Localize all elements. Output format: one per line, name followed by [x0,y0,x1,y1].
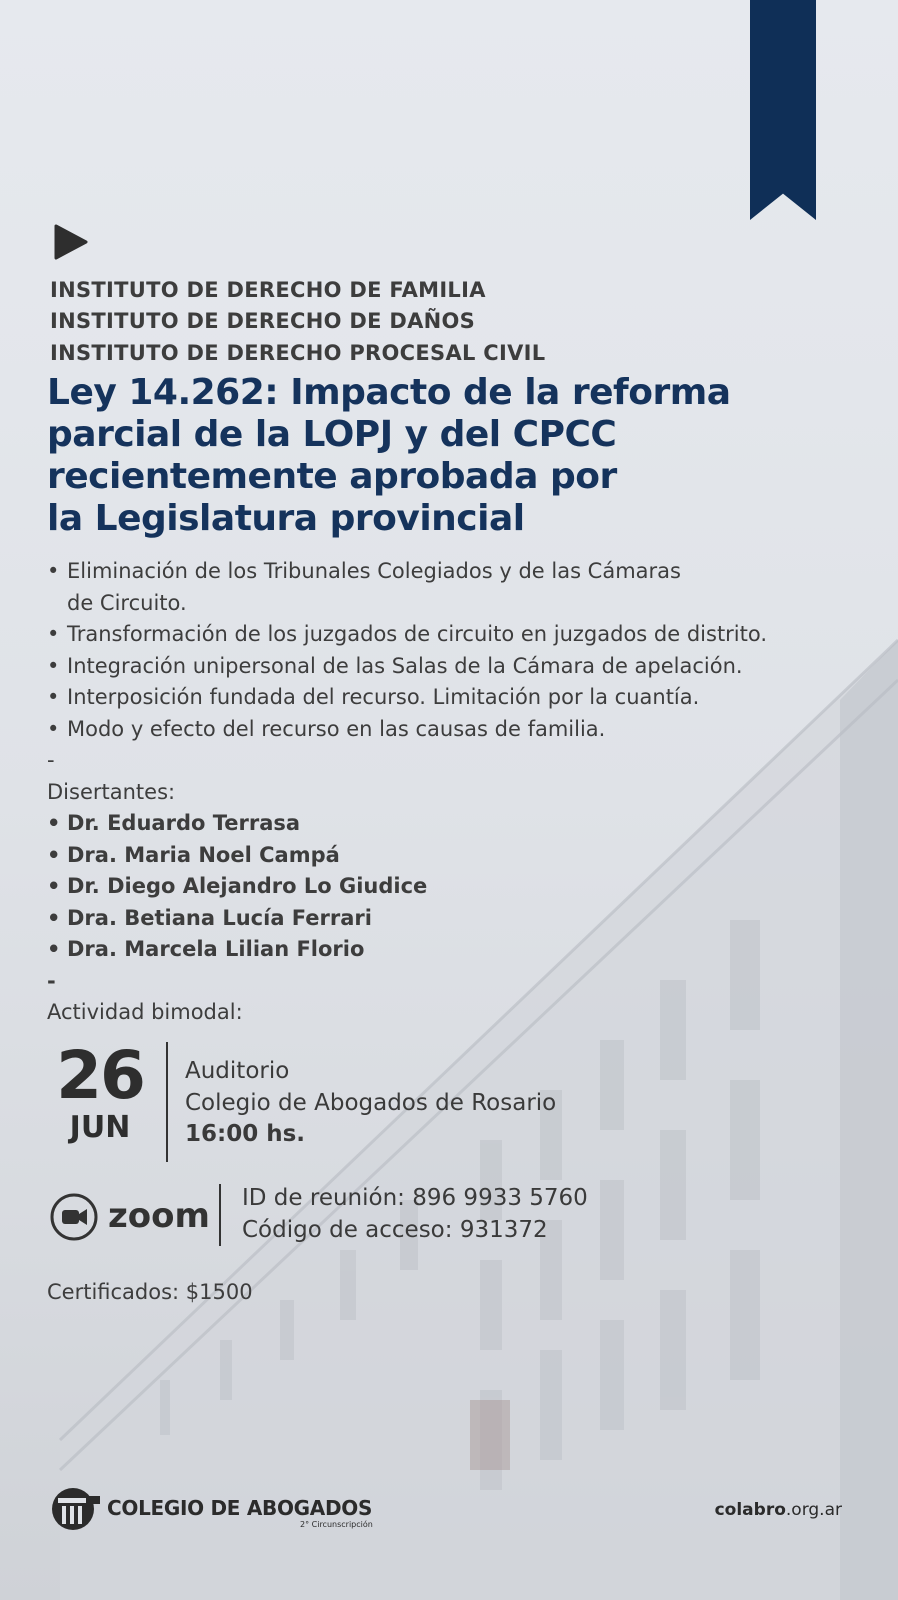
footer-website-link[interactable] [715,1500,842,1520]
zoom-logo-icon [50,1192,210,1242]
bullet: • [47,653,60,678]
website-bold: colabro [714,1500,786,1520]
bullet: • [47,842,61,867]
date-day: 26 [56,1037,144,1114]
speaker-name: Dra. Betiana Lucía Ferrari [67,905,372,930]
event-title [47,372,807,540]
topic-item [47,714,887,746]
divider [166,1042,168,1162]
date-month: JUN [69,1110,131,1145]
topic-text: de Circuito. [67,590,187,615]
speakers-label: Disertantes: [47,779,176,804]
topic-text: Interposición fundada del recurso. Limitación por la cuantía. [67,685,700,709]
speaker-name: Dra. Marcela Lilian Florio [67,937,365,961]
bullet: • [47,905,61,930]
bookmark-ribbon [750,0,816,220]
institute-danos: INSTITUTO DE DERECHO DE DAÑOS [50,309,476,333]
bullet: • [47,937,61,961]
event-details [47,556,887,1029]
venue-line: Auditorio [185,1058,290,1084]
separator: - [47,748,55,772]
topic-item [47,682,887,714]
topic-text: Integración unipersonal de las Salas de la Cámara de apelación. [67,653,743,678]
mode-label: Actividad bimodal: [47,1000,243,1024]
institute-procesal-civil: INSTITUTO DE DERECHO PROCESAL CIVIL [50,341,546,365]
venue-line: Colegio de Abogados de Rosario [185,1089,557,1116]
colegio-logo-icon [50,1486,100,1532]
certificates-price: Certificados: $1500 [47,1280,253,1304]
speaker-name: Dr. Eduardo Terrasa [67,811,301,835]
venue-info [185,1056,556,1151]
speaker-name: Dra. Maria Noel Campá [67,842,340,867]
speaker-item [47,934,887,966]
topic-text: Transformación de los juzgados de circuito en juzgados de distrito. [67,622,768,646]
zoom-wordmark: zoom [108,1196,210,1236]
event-date [50,1037,150,1145]
speaker-item [47,871,887,903]
zoom-info [242,1183,588,1246]
divider [219,1184,221,1246]
topic-text: Modo y efecto del recurso en las causas de familia. [67,716,606,741]
speaker-item [47,808,887,840]
speaker-item [47,903,887,935]
topic-item-continuation [47,588,887,620]
zoom-meeting-id: ID de reunión: 896 9933 5760 [242,1185,588,1211]
speaker-name: Dr. Diego Alejandro Lo Giudice [67,874,428,898]
footer-org-subtitle: 2° Circunscripción [300,1520,373,1529]
institute-familia: INSTITUTO DE DERECHO DE FAMILIA [50,278,486,302]
website-rest: .org.ar [785,1500,842,1520]
topic-item [47,651,887,683]
topic-item [47,556,887,588]
title-line: la Legislatura provincial [47,498,525,539]
bullet: • [47,685,60,709]
topic-text: Eliminación de los Tribunales Colegiados y de las Cámaras [67,559,681,583]
event-time: 16:00 hs. [185,1121,306,1147]
bullet: • [47,622,60,646]
footer-org-name: COLEGIO DE ABOGADOS [107,1496,373,1520]
zoom-access-code: Código de acceso: 931372 [242,1216,548,1243]
bullet: • [47,874,61,898]
bullet: • [47,716,60,741]
topic-item [47,619,887,651]
title-line: parcial de la LOPJ y del CPCC [47,414,617,455]
title-line: Ley 14.262: Impacto de la reforma [47,372,731,413]
bullet: • [47,811,61,835]
bullet: • [47,559,60,583]
play-icon [54,224,88,260]
title-line: recientemente aprobada por [47,456,617,497]
speaker-item [47,840,887,872]
separator: - [47,968,56,993]
